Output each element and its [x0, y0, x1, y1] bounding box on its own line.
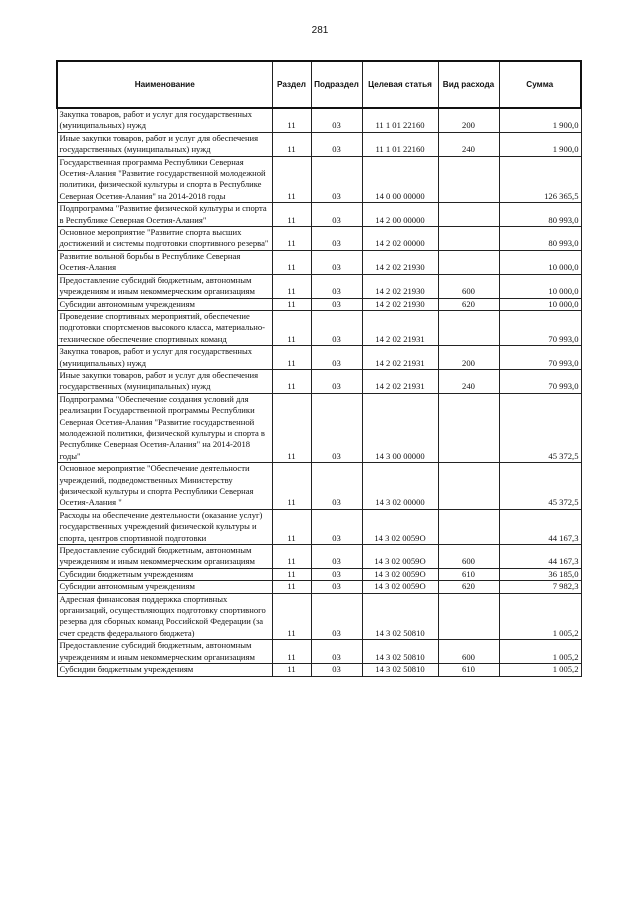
amount-cell: 70 993,0	[499, 310, 581, 345]
table-row	[57, 250, 581, 274]
name-cell: Основное мероприятие "Развитие спорта высших достижений и системы подготовки спортивного резерва"	[57, 227, 272, 251]
name-cell: Предоставление субсидий бюджетным, автономным учреждениям и иным некоммерческим организациям	[57, 545, 272, 569]
subsection-cell: 03	[311, 108, 362, 132]
expense-type-cell: 620	[438, 298, 499, 310]
target-article-cell: 11 1 01 22160	[362, 132, 438, 156]
table-row	[57, 664, 581, 676]
table-row	[57, 593, 581, 640]
subsection-cell: 03	[311, 545, 362, 569]
amount-cell: 1 005,2	[499, 664, 581, 676]
target-article-cell: 14 2 02 21931	[362, 310, 438, 345]
section-cell: 11	[272, 664, 311, 676]
amount-cell: 10 000,0	[499, 274, 581, 298]
expense-type-cell: 240	[438, 369, 499, 393]
section-cell: 11	[272, 250, 311, 274]
subsection-cell: 03	[311, 568, 362, 580]
subsection-cell: 03	[311, 393, 362, 462]
subsection-cell: 03	[311, 640, 362, 664]
target-article-cell: 14 2 02 21931	[362, 369, 438, 393]
section-cell: 11	[272, 640, 311, 664]
section-cell: 11	[272, 369, 311, 393]
header-expense-type: Вид расхода	[438, 61, 499, 108]
subsection-cell: 03	[311, 664, 362, 676]
amount-cell: 1 900,0	[499, 132, 581, 156]
expense-type-cell	[438, 227, 499, 251]
section-cell: 11	[272, 274, 311, 298]
expense-type-cell	[438, 156, 499, 203]
table-row	[57, 310, 581, 345]
target-article-cell: 14 2 02 21930	[362, 298, 438, 310]
name-cell: Субсидии бюджетным учреждениям	[57, 664, 272, 676]
subsection-cell: 03	[311, 346, 362, 370]
header-section: Раздел	[272, 61, 311, 108]
amount-cell: 1 900,0	[499, 108, 581, 132]
expense-type-cell	[438, 250, 499, 274]
section-cell: 11	[272, 393, 311, 462]
amount-cell: 7 982,3	[499, 581, 581, 593]
amount-cell: 36 185,0	[499, 568, 581, 580]
expense-type-cell	[438, 310, 499, 345]
section-cell: 11	[272, 568, 311, 580]
amount-cell: 44 167,3	[499, 509, 581, 544]
table-row	[57, 346, 581, 370]
table-row	[57, 298, 581, 310]
name-cell: Основное мероприятие "Обеспечение деятельности учреждений, подведомственных Министерству физической культуры и спорта Республики Северная Осетия-Алания "	[57, 463, 272, 510]
target-article-cell: 14 2 02 21931	[362, 346, 438, 370]
target-article-cell: 14 3 02 50810	[362, 640, 438, 664]
name-cell: Расходы на обеспечение деятельности (оказание услуг) государственных учреждений физической культуры и спорта, центров спортивной подготовки	[57, 509, 272, 544]
section-cell: 11	[272, 509, 311, 544]
table-row	[57, 568, 581, 580]
amount-cell: 1 005,2	[499, 593, 581, 640]
amount-cell: 45 372,5	[499, 393, 581, 462]
target-article-cell: 14 2 00 00000	[362, 203, 438, 227]
header-target-article: Целевая статья	[362, 61, 438, 108]
name-cell: Иные закупки товаров, работ и услуг для обеспечения государственных (муниципальных) нужд	[57, 132, 272, 156]
table-row	[57, 509, 581, 544]
name-cell: Развитие вольной борьбы в Республике Северная Осетия-Алания	[57, 250, 272, 274]
target-article-cell: 14 2 02 00000	[362, 227, 438, 251]
subsection-cell: 03	[311, 463, 362, 510]
page-number: 281	[311, 25, 329, 36]
section-cell: 11	[272, 227, 311, 251]
amount-cell: 10 000,0	[499, 298, 581, 310]
header-amount: Сумма	[499, 61, 581, 108]
table-row	[57, 156, 581, 203]
expense-type-cell: 600	[438, 640, 499, 664]
section-cell: 11	[272, 593, 311, 640]
name-cell: Субсидии автономным учреждениям	[57, 298, 272, 310]
target-article-cell: 14 3 02 00000	[362, 463, 438, 510]
section-cell: 11	[272, 463, 311, 510]
expense-type-cell: 240	[438, 132, 499, 156]
section-cell: 11	[272, 310, 311, 345]
section-cell: 11	[272, 545, 311, 569]
expense-type-cell: 200	[438, 346, 499, 370]
table-row	[57, 545, 581, 569]
section-cell: 11	[272, 581, 311, 593]
name-cell: Закупка товаров, работ и услуг для государственных (муниципальных) нужд	[57, 108, 272, 132]
target-article-cell: 14 3 02 0059О	[362, 509, 438, 544]
amount-cell: 80 993,0	[499, 227, 581, 251]
name-cell: Предоставление субсидий бюджетным, автономным учреждениям и иным некоммерческим организациям	[57, 274, 272, 298]
section-cell: 11	[272, 298, 311, 310]
expense-type-cell: 610	[438, 568, 499, 580]
name-cell: Предоставление субсидий бюджетным, автономным учреждениям и иным некоммерческим организациям	[57, 640, 272, 664]
subsection-cell: 03	[311, 593, 362, 640]
expense-type-cell	[438, 393, 499, 462]
amount-cell: 45 372,5	[499, 463, 581, 510]
section-cell: 11	[272, 156, 311, 203]
table-row	[57, 369, 581, 393]
subsection-cell: 03	[311, 227, 362, 251]
table-row	[57, 640, 581, 664]
name-cell: Государственная программа Республики Северная Осетия-Алания "Развитие государственной молодежной политики, физической культуры и спорта в Республике Северная Осетия-Алания" на 2014-2018 годы	[57, 156, 272, 203]
subsection-cell: 03	[311, 369, 362, 393]
amount-cell: 44 167,3	[499, 545, 581, 569]
table-row	[57, 581, 581, 593]
table-row	[57, 463, 581, 510]
subsection-cell: 03	[311, 132, 362, 156]
subsection-cell: 03	[311, 274, 362, 298]
budget-table	[56, 60, 582, 677]
amount-cell: 70 993,0	[499, 346, 581, 370]
target-article-cell: 14 2 02 21930	[362, 274, 438, 298]
table-row	[57, 227, 581, 251]
header-subsection: Подраздел	[311, 61, 362, 108]
header-name: Наименование	[57, 61, 272, 108]
amount-cell: 70 993,0	[499, 369, 581, 393]
subsection-cell: 03	[311, 310, 362, 345]
expense-type-cell: 600	[438, 545, 499, 569]
expense-type-cell	[438, 509, 499, 544]
expense-type-cell: 610	[438, 664, 499, 676]
table-row	[57, 274, 581, 298]
name-cell: Подпрограмма "Обеспечение создания условий для реализации Государственной программы Республики Северная Осетия-Алания "Развитие государственной молодежной политики, физической культуры и спорта в Республике Северная Осетия-Алания" на 2014-2018 годы"	[57, 393, 272, 462]
expense-type-cell	[438, 463, 499, 510]
expense-type-cell: 620	[438, 581, 499, 593]
table-row	[57, 108, 581, 132]
amount-cell: 1 005,2	[499, 640, 581, 664]
name-cell: Иные закупки товаров, работ и услуг для обеспечения государственных (муниципальных) нужд	[57, 369, 272, 393]
target-article-cell: 14 2 02 21930	[362, 250, 438, 274]
target-article-cell: 14 3 02 0059О	[362, 545, 438, 569]
amount-cell: 10 000,0	[499, 250, 581, 274]
name-cell: Закупка товаров, работ и услуг для государственных (муниципальных) нужд	[57, 346, 272, 370]
name-cell: Субсидии бюджетным учреждениям	[57, 568, 272, 580]
expense-type-cell	[438, 203, 499, 227]
table-body	[57, 108, 581, 676]
section-cell: 11	[272, 203, 311, 227]
table-row	[57, 203, 581, 227]
target-article-cell: 14 3 02 50810	[362, 593, 438, 640]
table-row	[57, 393, 581, 462]
name-cell: Подпрограмма "Развитие физической культуры и спорта в Республике Северная Осетия-Алания"	[57, 203, 272, 227]
section-cell: 11	[272, 132, 311, 156]
expense-type-cell: 600	[438, 274, 499, 298]
subsection-cell: 03	[311, 203, 362, 227]
subsection-cell: 03	[311, 250, 362, 274]
target-article-cell: 14 0 00 00000	[362, 156, 438, 203]
section-cell: 11	[272, 108, 311, 132]
target-article-cell: 14 3 02 0059О	[362, 568, 438, 580]
table-header	[57, 61, 581, 108]
target-article-cell: 11 1 01 22160	[362, 108, 438, 132]
subsection-cell: 03	[311, 581, 362, 593]
table-row	[57, 132, 581, 156]
expense-type-cell: 200	[438, 108, 499, 132]
target-article-cell: 14 3 02 0059О	[362, 581, 438, 593]
target-article-cell: 14 3 02 50810	[362, 664, 438, 676]
section-cell: 11	[272, 346, 311, 370]
name-cell: Проведение спортивных мероприятий, обеспечение подготовки спортсменов высокого класса, материально-техническое обеспечение спортивных команд	[57, 310, 272, 345]
subsection-cell: 03	[311, 156, 362, 203]
subsection-cell: 03	[311, 298, 362, 310]
amount-cell: 80 993,0	[499, 203, 581, 227]
subsection-cell: 03	[311, 509, 362, 544]
name-cell: Адресная финансовая поддержка спортивных организаций, осуществляющих подготовку спортивного резерва для сборных команд Российской Федерации (за счет средств федерального бюджета)	[57, 593, 272, 640]
target-article-cell: 14 3 00 00000	[362, 393, 438, 462]
name-cell: Субсидии автономным учреждениям	[57, 581, 272, 593]
amount-cell: 126 365,5	[499, 156, 581, 203]
expense-type-cell	[438, 593, 499, 640]
